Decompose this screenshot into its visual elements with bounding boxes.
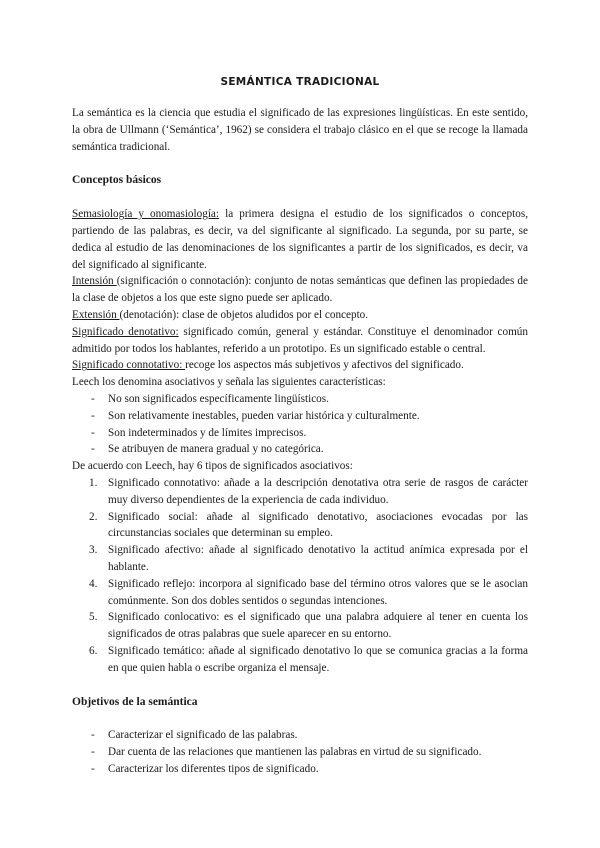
item-number: 4. xyxy=(89,577,98,590)
item-text: Significado afectivo: añade al significado denotativo la actitud anímica expresada por el hablante. xyxy=(108,544,528,573)
spacer xyxy=(72,677,528,694)
list-item: - Caracterizar el significado de las palabras. xyxy=(72,727,528,744)
definition-term: Extensión xyxy=(72,308,120,321)
list-item xyxy=(72,542,528,576)
list-item xyxy=(72,609,528,643)
definition-term: Semasiología y onomasiología: xyxy=(72,208,220,221)
list-item: - No son significados específicamente lingüísticos. xyxy=(72,391,528,408)
item-text: Significado temático: añade al significado denotativo lo que se comunica gracias a la forma en que quien habla o escribe organiza el mensaje. xyxy=(108,644,528,674)
section-heading-conceptos: Conceptos básicos xyxy=(72,174,162,187)
list-item: - Son indeterminados y de límites imprecisos. xyxy=(72,425,528,442)
page-title: SEMÁNTICA TRADICIONAL xyxy=(220,76,380,88)
list-item xyxy=(72,509,528,543)
leech-intro: Leech los denomina asociativos y señala las siguientes características: xyxy=(72,376,386,389)
definition-text: la primera designa el estudio de los significados o conceptos, partiendo de las palabras, es decir, va del significante al significado. La segunda, por su parte, se dedica al estudio de las denominaciones de los significantes a partir de los significados, es decir, va del significado al significante. xyxy=(72,208,528,271)
list-item: - Se atribuyen de manera gradual y no categórica. xyxy=(72,441,528,458)
item-text: Significado conlocativo: es el significado que una palabra adquiere al tener en cuenta los significados de otras palabras que suele aparecer en su entorno. xyxy=(108,611,528,641)
definition-intension xyxy=(72,273,528,307)
definition-semasiologia xyxy=(72,206,528,273)
item-text: Significado connotativo: añade a la descripción denotativa otra serie de rasgos de carácter muy diverso dependientes de la experiencia de cada individuo. xyxy=(108,476,528,506)
types-intro: De acuerdo con Leech, hay 6 tipos de significados asociativos: xyxy=(72,460,353,473)
definition-text: (significación o connotación): conjunto de notas semánticas que definen las propiedades de la clase de objetos a los que este signo puede ser aplicado. xyxy=(72,275,528,305)
definition-extension xyxy=(72,307,528,324)
definition-denotativo xyxy=(72,324,528,358)
list-item: - Caracterizar los diferentes tipos de significado. xyxy=(72,761,528,778)
item-number: 6. xyxy=(89,644,98,657)
item-text: Significado reflejo: incorpora al significado base del término otros valores que se le asocian comúnmente. Son dos dobles sentidos o segundas intenciones. xyxy=(108,577,528,607)
definition-term: Significado denotativo: xyxy=(72,325,179,338)
objectives-list xyxy=(72,727,528,777)
definition-text: recoge los aspectos más subjetivos y afectivos del significado. xyxy=(185,359,464,372)
list-item xyxy=(72,576,528,610)
definition-text: significado común, general y estándar. Constituye el denominador común admitido por todos los hablantes, referido a un prototipo. Es un significado estable o central. xyxy=(72,325,528,355)
definition-term: Significado connotativo: xyxy=(72,359,186,372)
intro-paragraph: La semántica es la ciencia que estudia el significado de las expresiones lingüísticas. En este sentido, la obra de Ullmann (‘Semántica’, 1962) se considera el trabajo clásico en el que se recoge la llamada semántica tradicional. xyxy=(72,107,528,153)
types-list xyxy=(72,475,528,677)
item-number: 5. xyxy=(89,611,98,624)
definition-term: Intensión xyxy=(72,275,117,288)
section-heading-objetivos: Objetivos de la semántica xyxy=(72,695,198,708)
list-item: - Dar cuenta de las relaciones que mantienen las palabras en virtud de su significado. xyxy=(72,744,528,761)
characteristics-list xyxy=(72,391,528,458)
document-body xyxy=(72,105,528,778)
list-item: - Son relativamente inestables, pueden variar histórica y culturalmente. xyxy=(72,408,528,425)
definition-connotativo xyxy=(72,357,528,374)
item-text: Significado social: añade al significado denotativo, asociaciones evocadas por las circunstancias sociales que determinan su empleo. xyxy=(108,510,528,540)
list-item xyxy=(72,475,528,509)
list-item xyxy=(72,643,528,677)
item-number: 2. xyxy=(89,510,98,523)
item-number: 3. xyxy=(89,544,98,557)
definition-text: (denotación): clase de objetos aludidos por el concepto. xyxy=(119,308,369,321)
item-number: 1. xyxy=(89,476,98,489)
